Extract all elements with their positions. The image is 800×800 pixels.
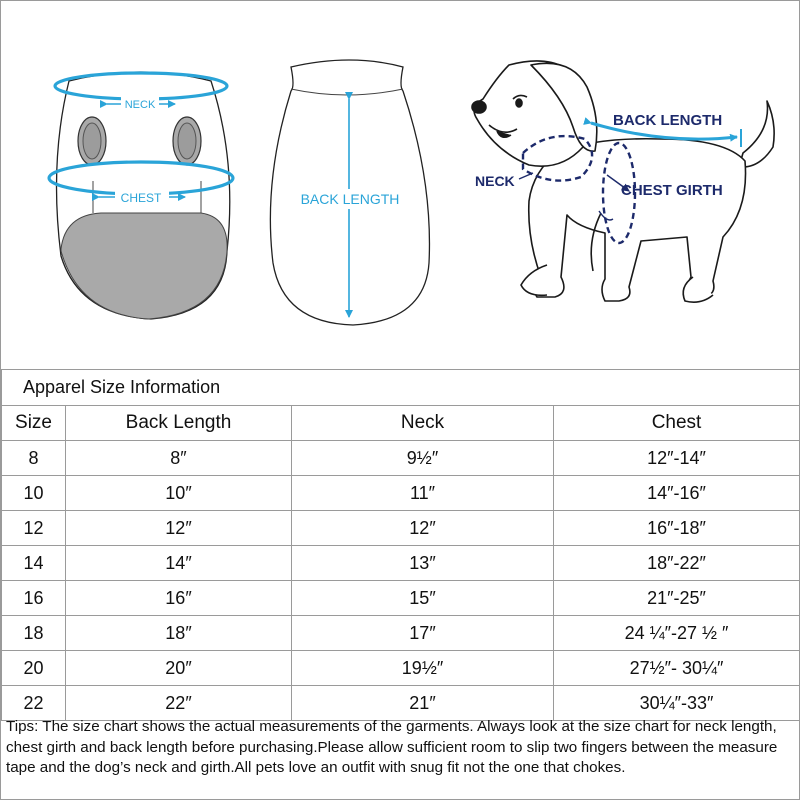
- cell-back-length: 20″: [66, 651, 292, 686]
- dog-tail: [739, 101, 774, 167]
- garment-neck-label: NECK: [124, 99, 156, 111]
- dog-nose: [472, 101, 486, 113]
- cell-chest: 14″-16″: [554, 476, 800, 511]
- header-size: Size: [2, 406, 66, 441]
- garment-back-length-label: BACK LENGTH: [300, 191, 400, 207]
- table-row: [2, 511, 800, 546]
- cell-back-length: 22″: [66, 686, 292, 721]
- cell-size: 18: [2, 616, 66, 651]
- cell-back-length: 14″: [66, 546, 292, 581]
- cell-size: 16: [2, 581, 66, 616]
- header-chest: Chest: [554, 406, 800, 441]
- cell-neck: 15″: [292, 581, 554, 616]
- garment-front: [49, 72, 233, 319]
- cell-size: 20: [2, 651, 66, 686]
- dog-front-paw: [521, 265, 547, 295]
- measurement-illustration: [1, 1, 799, 370]
- table-header-row: [2, 406, 800, 441]
- table-row: [2, 441, 800, 476]
- cell-chest: 18″-22″: [554, 546, 800, 581]
- cell-neck: 13″: [292, 546, 554, 581]
- dog-chest-girth-label: CHEST GIRTH: [621, 182, 723, 199]
- table-row: [2, 581, 800, 616]
- cell-neck: 11″: [292, 476, 554, 511]
- garment-back: [270, 60, 429, 325]
- cell-back-length: 16″: [66, 581, 292, 616]
- cell-chest: 30¼″-33″: [554, 686, 800, 721]
- dog-neck-label: NECK: [475, 173, 515, 189]
- cell-size: 14: [2, 546, 66, 581]
- table-row: [2, 686, 800, 721]
- cell-chest: 27½″- 30¼″: [554, 651, 800, 686]
- cell-chest: 16″-18″: [554, 511, 800, 546]
- table-row: [2, 651, 800, 686]
- size-table: [1, 370, 800, 721]
- table-row: [2, 476, 800, 511]
- header-neck: Neck: [292, 406, 554, 441]
- cell-back-length: 18″: [66, 616, 292, 651]
- cell-size: 8: [2, 441, 66, 476]
- cell-chest: 24 ¼″-27 ½ ″: [554, 616, 800, 651]
- tips-text: Tips: The size chart shows the actual measurements of the garments. Always look at the size chart for neck length, chest girth and back length before purchasing.Please allow sufficient room to slip two fingers between the measure tape and the dog’s neck and girth.All pets love an outfit with snug fit not the one that chokes.: [6, 718, 778, 776]
- illustration-svg: [1, 1, 799, 369]
- cell-size: 22: [2, 686, 66, 721]
- table-caption: Apparel Size Information: [2, 370, 800, 406]
- cell-neck: 19½″: [292, 651, 554, 686]
- dog-back-length-label: BACK LENGTH: [613, 112, 723, 129]
- cell-back-length: 10″: [66, 476, 292, 511]
- cell-neck: 9½″: [292, 441, 554, 476]
- cell-back-length: 12″: [66, 511, 292, 546]
- header-back-length: Back Length: [66, 406, 292, 441]
- table-row: [2, 546, 800, 581]
- table-caption-row: [2, 370, 800, 406]
- table-row: [2, 616, 800, 651]
- cell-size: 10: [2, 476, 66, 511]
- garment-chest-label: CHEST: [120, 191, 162, 205]
- cell-size: 12: [2, 511, 66, 546]
- cell-neck: 17″: [292, 616, 554, 651]
- cell-neck: 12″: [292, 511, 554, 546]
- cell-chest: 12″-14″: [554, 441, 800, 476]
- dog-eye: [516, 99, 522, 107]
- cell-back-length: 8″: [66, 441, 292, 476]
- cell-chest: 21″-25″: [554, 581, 800, 616]
- cell-neck: 21″: [292, 686, 554, 721]
